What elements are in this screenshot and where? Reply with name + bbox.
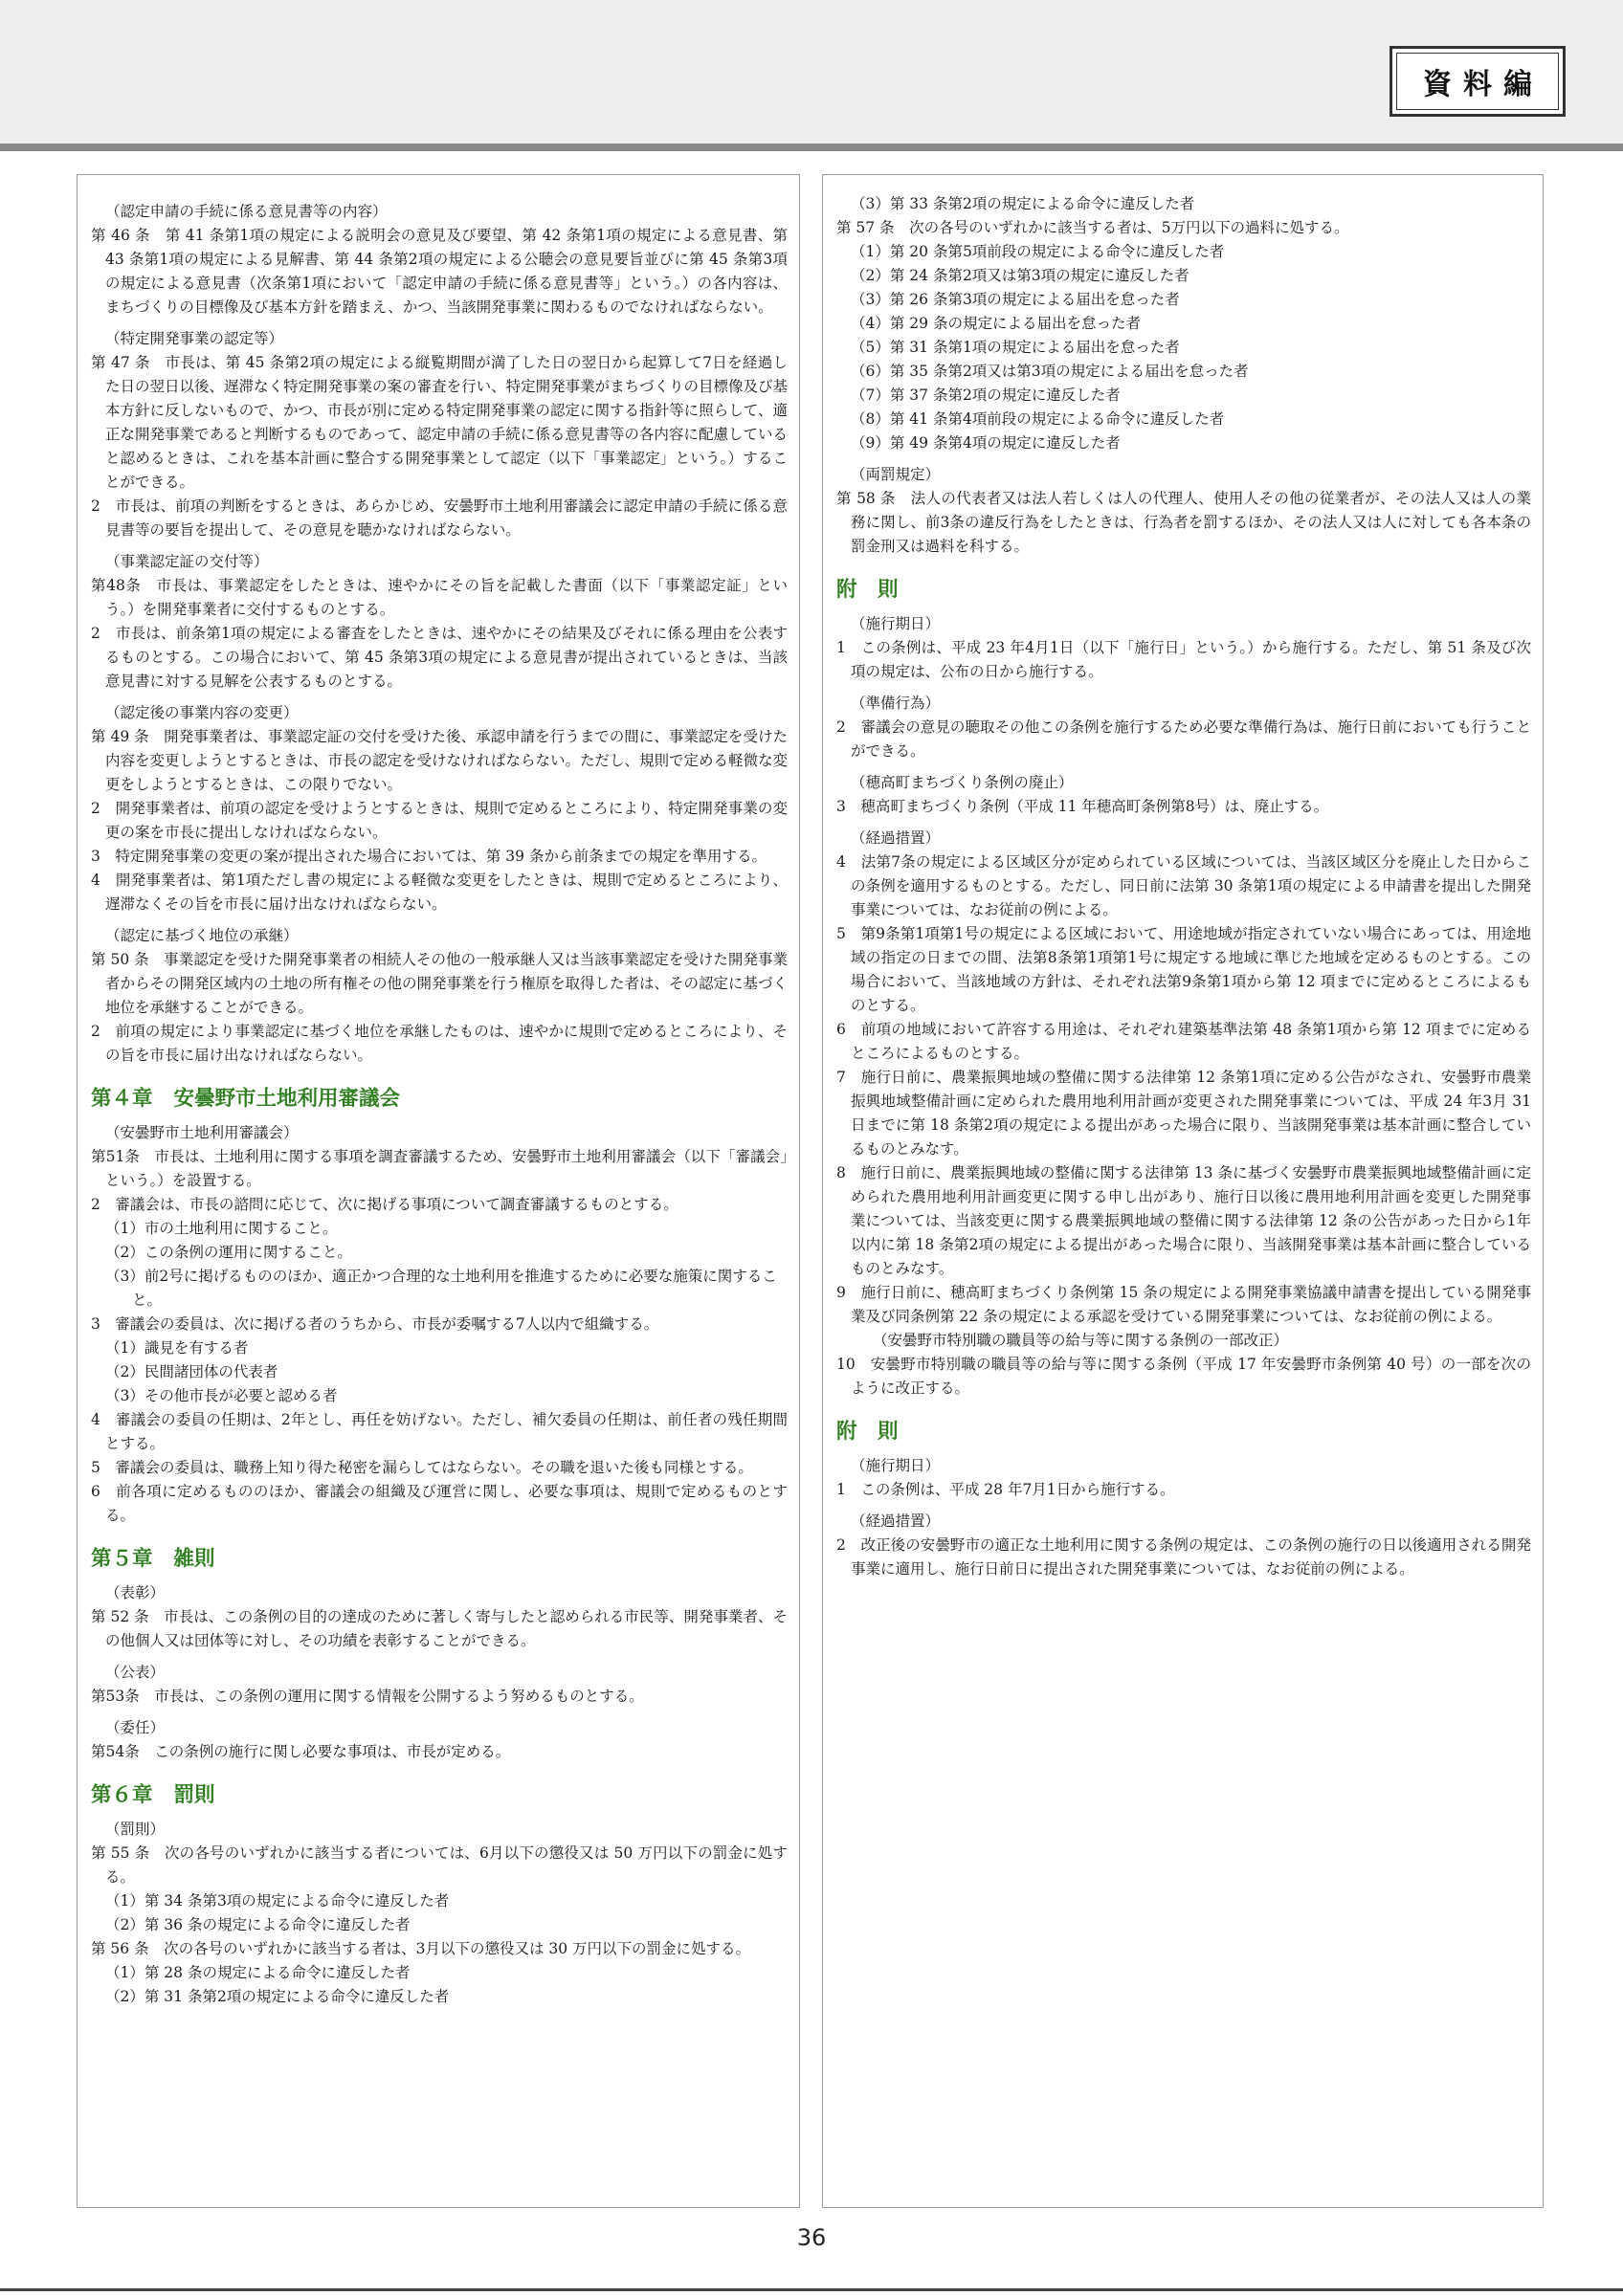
chapter-heading <box>836 1418 1531 1446</box>
chapter-number: 第５章 <box>91 1547 153 1571</box>
article-text: 2 改正後の安曇野市の適正な土地利用に関する条例の規定は、この条例の施行の日以後適用される開発事業に適用し、施行日前日に提出された開発事業については、なお従前の例による。 <box>836 1536 1531 1578</box>
chapter-number: 第６章 <box>91 1783 153 1807</box>
list-item: （1）第 20 条第5項前段の規定による命令に違反した者 <box>851 243 1225 260</box>
article-text: 10 安曇野市特別職の職員等の給与等に関する条例（平成 17 年安曇野市条例第 40 号）の一部を次のように改正する。 <box>836 1356 1531 1397</box>
chapter-number: 附 則 <box>836 578 899 602</box>
article-text: 7 施行日前に、農業振興地域の整備に関する法律第 12 条第1項に定める公告がなされ、安曇野市農業振興地域整備計画に定められた農用地利用計画が変更された開発事業については、平成 24 年3月 31 日までに第 18 条第2項の規定による提出があった場合に限り、当該開発事業は基本計画に整合しているものとみなす。 <box>836 1069 1531 1158</box>
list-item: （6）第 35 条第2項又は第3項の規定による届出を怠った者 <box>851 363 1249 380</box>
chapter-title: 罰則 <box>173 1783 215 1807</box>
list-item: （9）第 49 条第4項の規定に違反した者 <box>851 434 1121 452</box>
chapter-title: 安曇野市土地利用審議会 <box>173 1087 401 1111</box>
article-text: 1 この条例は、平成 23 年4月1日（以下「施行日」という。）から施行する。ただし、第 51 条及び次項の規定は、公布の日から施行する。 <box>836 639 1531 680</box>
article-caption: （両罰規定） <box>851 466 941 483</box>
chapter-number: 第４章 <box>91 1087 153 1111</box>
list-item: （2）民間諸団体の代表者 <box>105 1363 278 1380</box>
chapter-heading <box>836 576 1531 605</box>
article-caption: （事業認定証の交付等） <box>105 553 269 570</box>
article-caption: （委任） <box>105 1719 166 1736</box>
list-item: （2）この条例の運用に関すること。 <box>105 1244 352 1261</box>
article-caption: （認定後の事業内容の変更） <box>105 704 299 721</box>
article-caption: （穂高町まちづくり条例の廃止） <box>851 774 1074 791</box>
article-text: 8 施行日前に、農業振興地域の整備に関する法律第 13 条に基づく安曇野市農業振興地域整備計画に定められた農用地利用計画変更に関する申し出があり、施行日以後に農用地利用計画を変更した開発事業については、当該変更に関する農業振興地域の整備に関する法律第 12 条の公告があった日から1年以内に第 18 条第2項の規定による提出があった場合に限り、当該開発事業は基本計画に整合しているものとみなす。 <box>836 1164 1531 1277</box>
article-text: 2 前項の規定により事業認定に基づく地位を承継したものは、速やかに規則で定めるところにより、その旨を市長に届け出なければならない。 <box>91 1023 788 1064</box>
section-tag <box>1390 46 1566 117</box>
list-item: （4）第 29 条の規定による届出を怠った者 <box>851 315 1141 332</box>
article-caption: （経過措置） <box>851 1512 941 1530</box>
article-caption: （公表） <box>105 1664 166 1681</box>
article-text: 2 審議会は、市長の諮問に応じて、次に掲げる事項について調査審議するものとする。 <box>91 1196 678 1213</box>
header-rule <box>0 144 1623 151</box>
list-item: （5）第 31 条第1項の規定による届出を怠った者 <box>851 339 1180 356</box>
article-text: 第 46 条 第 41 条第1項の規定による説明会の意見及び要望、第 42 条第1項の規定による意見書、第 43 条第1項の規定による見解書、第 44 条第2項の規定による公聴会の意見要旨並びに第 45 条第3項の規定による意見書（次条第1項において「認定申請の手続に係る意見書等」という。）の各内容は、まちづくりの目標像及び基本方針を踏まえ、かつ、当該開発事業に関わるものでなければならない。 <box>91 227 788 316</box>
article-caption: （認定に基づく地位の承継） <box>105 927 299 944</box>
right-column <box>822 174 1544 2208</box>
list-item: （7）第 37 条第2項の規定に違反した者 <box>851 386 1121 404</box>
article-text: 第51条 市長は、土地利用に関する事項を調査審議するため、安曇野市土地利用審議会（以下「審議会」という。）を設置する。 <box>91 1148 788 1189</box>
article-text: 3 審議会の委員は、次に掲げる者のうちから、市長が委嘱する7人以内で組織する。 <box>91 1315 659 1333</box>
article-text: 第 55 条 次の各号のいずれかに該当する者については、6月以下の懲役又は 50 万円以下の罰金に処する。 <box>91 1844 788 1886</box>
article-text: 6 前各項に定めるもののほか、審議会の組織及び運営に関し、必要な事項は、規則で定めるものとする。 <box>91 1483 788 1524</box>
page-number: 36 <box>796 2224 827 2251</box>
list-item: （3）第 33 条第2項の規定による命令に違反した者 <box>851 195 1195 212</box>
article-text: 第53条 市長は、この条例の運用に関する情報を公開するよう努めるものとする。 <box>91 1688 644 1705</box>
article-text: 5 審議会の委員は、職務上知り得た秘密を漏らしてはならない。その職を退いた後も同様とする。 <box>91 1459 753 1476</box>
list-item: （3）第 26 条第3項の規定による届出を怠った者 <box>851 291 1180 308</box>
article-text: 2 市長は、前条第1項の規定による審査をしたときは、速やかにその結果及びそれに係る理由を公表するものとする。この場合において、第 45 条第3項の規定による意見書が提出されているときは、当該意見書に対する見解を公表するものとする。 <box>91 625 788 690</box>
article-text: 第 58 条 法人の代表者又は法人若しくは人の代理人、使用人その他の従業者が、その法人又は人の業務に関し、前3条の違反行為をしたときは、行為者を罰するほか、その法人又は人に対しても各本条の罰金刑又は過料を科する。 <box>836 490 1531 555</box>
article-text: 2 開発事業者は、前項の認定を受けようとするときは、規則で定めるところにより、特定開発事業の変更の案を市長に提出しなければならない。 <box>91 800 788 841</box>
list-item: （2）第 31 条第2項の規定による命令に違反した者 <box>105 1988 450 2005</box>
article-text: 第 57 条 次の各号のいずれかに該当する者は、5万円以下の過料に処する。 <box>836 219 1349 236</box>
article-text: 第 47 条 市長は、第 45 条第2項の規定による縦覧期間が満了した日の翌日から起算して7日を経過した日の翌日以後、遅滞なく特定開発事業の案の審査を行い、特定開発事業がまちづくりの目標像及び基本方針に反しないもので、かつ、市長が別に定める特定開発事業の認定に関する指針等に照らして、適正な開発事業であると判断するものであって、認定申請の手続に係る意見書等の各内容に配慮していると認めるときは、これを基本計画に整合する開発事業として認定（以下「事業認定」という。）することができる。 <box>91 354 788 491</box>
article-text: 第 50 条 事業認定を受けた開発事業者の相続人その他の一般承継人又は当該事業認定を受けた開発事業者からその開発区域内の土地の所有権その他の開発事業を行う権原を取得した者は、その認定に基づく地位を承継することができる。 <box>91 951 789 1016</box>
list-item: （1）識見を有する者 <box>105 1339 249 1357</box>
article-text: 4 審議会の委員の任期は、2年とし、再任を妨げない。ただし、補欠委員の任期は、前任者の残任期間とする。 <box>91 1411 788 1452</box>
article-caption: （施行期日） <box>851 1457 941 1474</box>
article-text: 6 前項の地域において許容する用途は、それぞれ建築基準法第 48 条第1項から第 12 項までに定めるところによるものとする。 <box>836 1021 1531 1062</box>
list-item: （2）第 36 条の規定による命令に違反した者 <box>105 1916 411 1933</box>
article-caption: （施行期日） <box>851 615 941 632</box>
list-item: （2）第 24 条第2項又は第3項の規定に違反した者 <box>851 267 1189 284</box>
section-label: 資料編 <box>1423 68 1544 101</box>
article-text: 第 56 条 次の各号のいずれかに該当する者は、3月以下の懲役又は 30 万円以下の罰金に処する。 <box>91 1940 751 1957</box>
article-caption: （特定開発事業の認定等） <box>105 330 284 347</box>
list-item: （3）その他市長が必要と認める者 <box>105 1387 338 1404</box>
article-caption: （表彰） <box>105 1584 166 1601</box>
list-item: （1）市の土地利用に関すること。 <box>105 1220 338 1237</box>
article-text: 第54条 この条例の施行に関し必要な事項は、市長が定める。 <box>91 1743 511 1760</box>
article-text: 4 開発事業者は、第1項ただし書の規定による軽微な変更をしたときは、規則で定めるところにより、遅滞なくその旨を市長に届け出なければならない。 <box>91 872 788 913</box>
article-text: 2 市長は、前項の判断をするときは、あらかじめ、安曇野市土地利用審議会に認定申請の手続に係る意見書等の要旨を提出して、その意見を聴かなければならない。 <box>91 497 788 539</box>
article-caption: （準備行為） <box>851 695 941 712</box>
article-text: 9 施行日前に、穂高町まちづくり条例第 15 条の規定による開発事業協議申請書を提出している開発事業及び同条例第 22 条の規定による承認を受けている開発事業については、なお従前の例による。 <box>836 1284 1531 1325</box>
chapter-heading <box>91 1545 788 1574</box>
left-column <box>77 174 800 2208</box>
article-caption: （経過措置） <box>851 829 941 847</box>
article-caption: （安曇野市特別職の職員等の給与等に関する条例の一部改正） <box>873 1332 1289 1349</box>
article-text: 第48条 市長は、事業認定をしたときは、速やかにその旨を記載した書面（以下「事業認定証」という。）を開発事業者に交付するものとする。 <box>91 577 788 618</box>
article-text: 2 審議会の意見の聴取その他この条例を施行するため必要な準備行為は、施行日前においても行うことができる。 <box>836 718 1531 760</box>
article-text: 5 第9条第1項第1号の規定による区域において、用途地域が指定されていない場合にあっては、用途地域の指定の日までの間、法第8条第1項第1号に規定する地域に準じた地域を定めるものとする。この場合において、当該地域の方針は、それぞれ法第9条第1項から第 12 項までに定めるところによるものとする。 <box>836 925 1531 1014</box>
chapter-heading <box>91 1781 788 1810</box>
chapter-heading <box>91 1085 788 1114</box>
article-text: 第 52 条 市長は、この条例の目的の達成のために著しく寄与したと認められる市民等、開発事業者、その他個人又は団体等に対し、その功績を表彰することができる。 <box>91 1608 788 1649</box>
list-item: （3）前2号に掲げるもののほか、適正かつ合理的な土地利用を推進するために必要な施策に関すること。 <box>105 1268 777 1309</box>
article-text: 4 法第7条の規定による区域区分が定められている区域については、当該区域区分を廃止した日からこの条例を適用するものとする。ただし、同日前に法第 30 条第1項の規定による申請書を提出した開発事業については、なお従前の例による。 <box>836 853 1531 918</box>
list-item: （8）第 41 条第4項前段の規定による命令に違反した者 <box>851 410 1225 428</box>
chapter-number: 附 則 <box>836 1420 899 1444</box>
article-caption: （安曇野市土地利用審議会） <box>105 1124 299 1141</box>
list-item: （1）第 28 条の規定による命令に違反した者 <box>105 1964 411 1981</box>
article-text: 1 この条例は、平成 28 年7月1日から施行する。 <box>836 1481 1175 1498</box>
article-text: 第 49 条 開発事業者は、事業認定証の交付を受けた後、承認申請を行うまでの間に、事業認定を受けた内容を変更しようとするときは、市長の認定を受けなければならない。ただし、規則で定める軽微な変更をしようとするときは、この限りでない。 <box>91 728 789 793</box>
article-caption: （罰則） <box>105 1821 166 1838</box>
chapter-title: 雑則 <box>173 1547 215 1571</box>
footer-rule <box>0 2288 1623 2291</box>
article-caption: （認定申請の手続に係る意見書等の内容） <box>105 203 388 220</box>
article-text: 3 穂高町まちづくり条例（平成 11 年穂高町条例第8号）は、廃止する。 <box>836 798 1329 815</box>
list-item: （1）第 34 条第3項の規定による命令に違反した者 <box>105 1892 450 1910</box>
article-text: 3 特定開発事業の変更の案が提出された場合においては、第 39 条から前条までの規定を準用する。 <box>91 848 767 865</box>
header-band <box>0 0 1623 144</box>
